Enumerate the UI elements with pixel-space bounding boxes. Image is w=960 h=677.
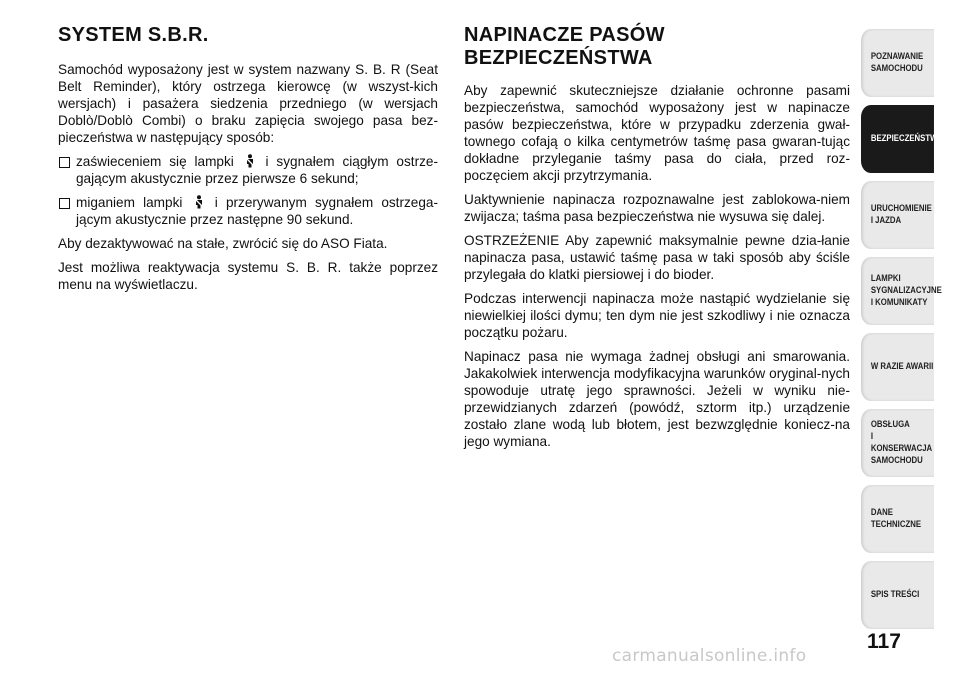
paragraph: Napinacz pasa nie wymaga żadnej obsługi ani smarowania. Jakakolwiek interwencja modyfikacyjna warunków oryginal-nych spowoduje utratę jego sprawności. Jeżeli w wyniku nie-przewidzianych zdarzeń (powódź, sztorm itp.) urządzenie zostało zlane wodą lub błotem, jest bezwzględnie koniecz-na jego wymiana. [464, 349, 850, 449]
bullet-text-start: zaświeceniem się lampki [76, 154, 234, 169]
bullet-item [58, 153, 438, 187]
seatbelt-warning-icon [245, 154, 255, 168]
bullet-text-end: i przerywanym sygnałem ostrzega-jącym akustycznie przez następne 90 sekund. [76, 195, 438, 227]
bullet-text-end: i sygnałem ciągłym ostrze-gającym akustycznie przez pierwsze 6 sekund; [76, 154, 438, 186]
tab-obsluga-i-konserwacja[interactable]: OBSŁUGA I KONSERWACJA SAMOCHODU [861, 409, 934, 477]
warning-paragraph: OSTRZEŻENIE Aby zapewnić maksymalnie pewne dzia-łanie napinacza pasa, ustawić taśmę pasa w taki sposób aby ściśle przylegała do klatki piersiowej i do bioder. [464, 233, 850, 282]
right-column [464, 24, 850, 457]
tab-uruchomienie-i-jazda[interactable]: URUCHOMIENIE I JAZDA [861, 181, 934, 249]
checkbox-bullet-icon [59, 157, 70, 168]
title-line: NAPINACZE PASÓW [464, 24, 665, 46]
tab-dane-techniczne[interactable]: DANE TECHNICZNE [861, 485, 934, 553]
section-title-sbr: SYSTEM S.B.R. [58, 24, 209, 46]
sbr-reactivation-text: Jest możliwa reaktywacja systemu S. B. R. także poprzez menu na wyświetlaczu. [58, 260, 438, 292]
sbr-intro: Samochód wyposażony jest w system nazwany S. B. R (Seat Belt Reminder), który ostrzega kierowcę (w wszyst-kich wersjach) i pasażera siedzenia przedniego (w wersjach Doblò/Doblò Combi) o braku zapięcia swojego pasa bez-pieczeństwa w następujący sposób: [58, 62, 438, 145]
bullet-item [58, 194, 438, 228]
tab-w-razie-awarii[interactable]: W RAZIE AWARII [861, 333, 934, 401]
bullet-text-start: miganiem lampki [76, 195, 183, 210]
checkbox-bullet-icon [59, 198, 70, 209]
tab-lampki-sygnalizacyjne[interactable]: LAMPKI SYGNALIZACYJNE I KOMUNIKATY [861, 257, 934, 325]
left-column [58, 24, 438, 300]
paragraph: Uaktywnienie napinacza rozpoznawalne jest zablokowa-niem zwijacza; taśma pasa bezpieczeństwa nie wysuwa się dalej. [464, 192, 850, 224]
paragraph: Podczas interwencji napinacza może nastąpić wydzielanie się niewielkiej ilości dymu; ten dym nie jest szkodliwy i nie oznacza początku pożaru. [464, 291, 850, 340]
paragraph: Aby zapewnić skuteczniejsze działanie ochronne pasami bezpieczeństwa, samochód wyposażony jest w napinacze pasów bezpieczeństwa, które w przypadku zderzenia gwał-townego cofają o kilka centymetrów taśmę pasa gwaran-tując dokładne przyleganie taśmy pasa do ciała, przed roz-poczęciem akcji przytrzymania. [464, 83, 850, 183]
section-title-pretensioners [464, 24, 850, 70]
sbr-deactivation-text: Aby dezaktywować na stałe, zwrócić się do ASO Fiata. [58, 236, 388, 251]
watermark: carmanualsonline.info [612, 646, 807, 666]
tab-spis-tresci[interactable]: SPIS TREŚCI [861, 561, 934, 629]
title-line: BEZPIECZEŃSTWA [464, 47, 653, 69]
seatbelt-warning-icon [194, 195, 204, 209]
page-number: 117 [867, 630, 901, 653]
tab-poznawanie-samochodu[interactable]: POZNAWANIE SAMOCHODU [861, 29, 934, 97]
tab-bezpieczenstwo[interactable]: BEZPIECZEŃSTWO [861, 105, 934, 173]
